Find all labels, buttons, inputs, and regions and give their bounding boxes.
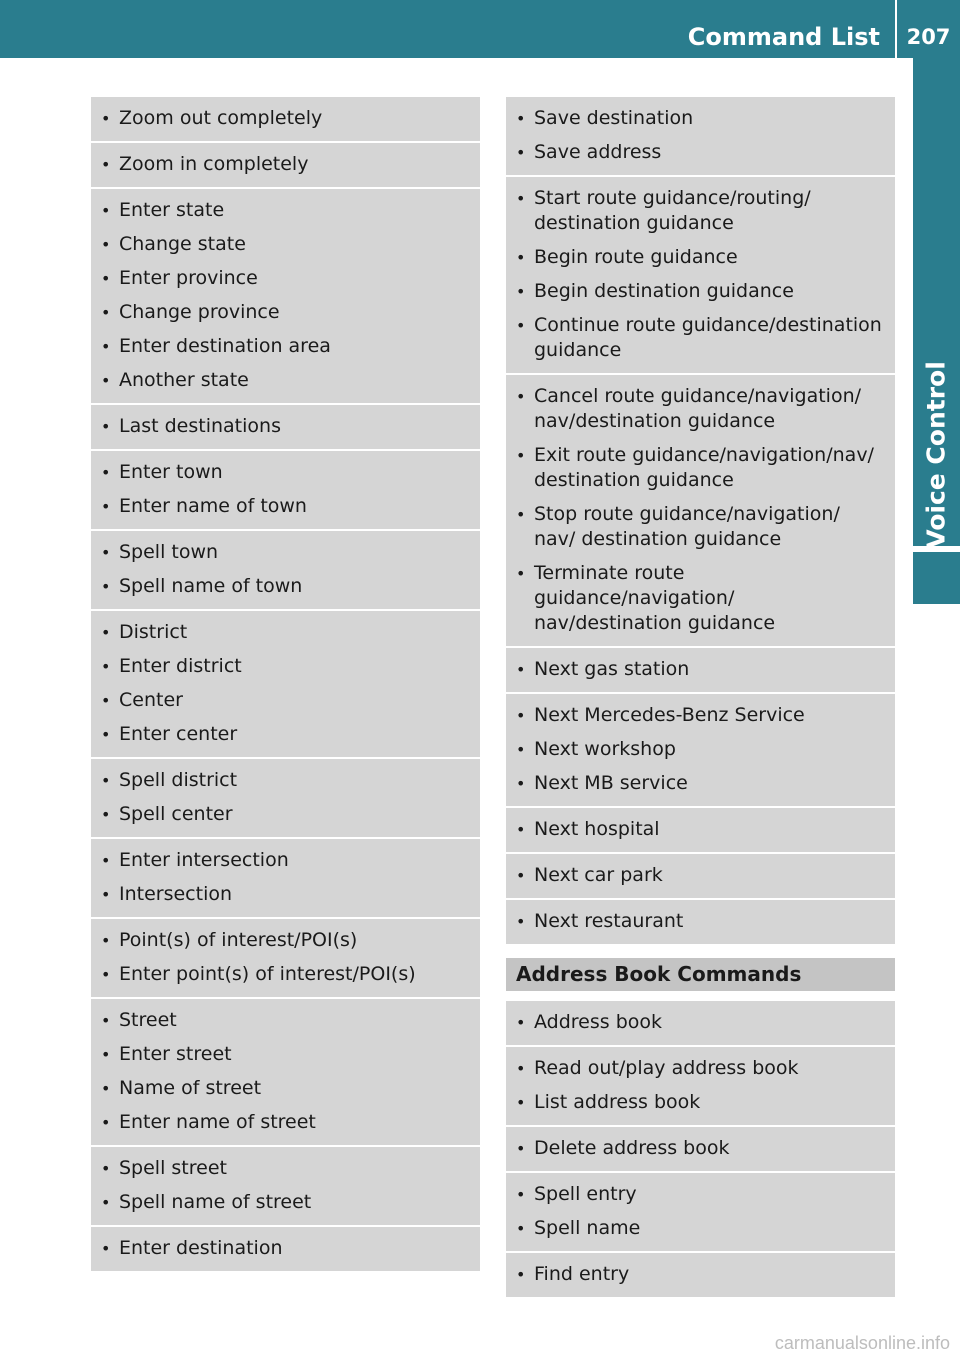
command-group bbox=[91, 611, 480, 759]
address-book-heading: Address Book Commands bbox=[506, 958, 895, 991]
command-item: • Intersection bbox=[101, 882, 470, 907]
command-group bbox=[506, 900, 895, 946]
command-item: • Enter destination area bbox=[101, 334, 470, 359]
command-group bbox=[506, 1253, 895, 1299]
command-item: • Start route guidance/routing/ destination guidance bbox=[516, 186, 885, 236]
command-item: • Last destinations bbox=[101, 414, 470, 439]
command-item: • Enter intersection bbox=[101, 848, 470, 873]
right-command-column bbox=[506, 97, 895, 946]
command-group bbox=[91, 451, 480, 531]
command-item: • Enter name of street bbox=[101, 1110, 470, 1135]
left-command-column bbox=[91, 97, 480, 1273]
command-group bbox=[91, 189, 480, 405]
command-item: • Next gas station bbox=[516, 657, 885, 682]
command-item: • Next car park bbox=[516, 863, 885, 888]
command-item: • Enter point(s) of interest/POI(s) bbox=[101, 962, 470, 987]
command-item: • Continue route guidance/destination guidance bbox=[516, 313, 885, 363]
command-item: • Enter state bbox=[101, 198, 470, 223]
command-item: • Zoom in completely bbox=[101, 152, 470, 177]
command-item: • Terminate route guidance/navigation/ nav/destination guidance bbox=[516, 561, 885, 636]
command-group bbox=[506, 694, 895, 808]
command-item: • Point(s) of interest/POI(s) bbox=[101, 928, 470, 953]
command-item: • Next Mercedes-Benz Service bbox=[516, 703, 885, 728]
command-item: • Change province bbox=[101, 300, 470, 325]
command-item: • Enter street bbox=[101, 1042, 470, 1067]
command-group bbox=[506, 177, 895, 375]
command-item: • Spell name of street bbox=[101, 1190, 470, 1215]
command-item: • Spell name of town bbox=[101, 574, 470, 599]
command-item: • Spell entry bbox=[516, 1182, 885, 1207]
command-group bbox=[91, 759, 480, 839]
command-item: • Next hospital bbox=[516, 817, 885, 842]
command-group bbox=[506, 648, 895, 694]
command-item: • Spell center bbox=[101, 802, 470, 827]
command-item: • Enter destination bbox=[101, 1236, 470, 1261]
command-item: • Save destination bbox=[516, 106, 885, 131]
command-group bbox=[91, 919, 480, 999]
section-title: Command List bbox=[687, 23, 880, 51]
address-book-column bbox=[506, 1001, 895, 1299]
command-item: • Change state bbox=[101, 232, 470, 257]
chapter-tab-marker bbox=[913, 552, 960, 604]
command-group bbox=[506, 375, 895, 648]
command-item: • Spell name bbox=[516, 1216, 885, 1241]
command-item: • Delete address book bbox=[516, 1136, 885, 1161]
command-group bbox=[91, 97, 480, 143]
command-item: • Read out/play address book bbox=[516, 1056, 885, 1081]
chapter-tab-label: Voice Control bbox=[921, 361, 951, 549]
command-item: • Find entry bbox=[516, 1262, 885, 1287]
page-number: 207 bbox=[906, 25, 951, 49]
command-item: • Center bbox=[101, 688, 470, 713]
command-item: • Enter name of town bbox=[101, 494, 470, 519]
command-item: • District bbox=[101, 620, 470, 645]
command-group bbox=[506, 1173, 895, 1253]
command-item: • Enter province bbox=[101, 266, 470, 291]
command-item: • Address book bbox=[516, 1010, 885, 1035]
command-item: • Next workshop bbox=[516, 737, 885, 762]
header-bar bbox=[0, 0, 960, 58]
command-item: • Zoom out completely bbox=[101, 106, 470, 131]
command-item: • Spell street bbox=[101, 1156, 470, 1181]
command-group bbox=[91, 531, 480, 611]
command-item: • Street bbox=[101, 1008, 470, 1033]
command-group bbox=[91, 405, 480, 451]
command-item: • Stop route guidance/navigation/ nav/ destination guidance bbox=[516, 502, 885, 552]
command-group bbox=[506, 1127, 895, 1173]
command-item: • Another state bbox=[101, 368, 470, 393]
command-group bbox=[91, 143, 480, 189]
command-group bbox=[91, 839, 480, 919]
command-item: • Enter district bbox=[101, 654, 470, 679]
command-item: • Next MB service bbox=[516, 771, 885, 796]
command-item: • Begin destination guidance bbox=[516, 279, 885, 304]
command-item: • Spell district bbox=[101, 768, 470, 793]
watermark: carmanualsonline.info bbox=[774, 1333, 950, 1353]
command-item: • Name of street bbox=[101, 1076, 470, 1101]
command-item: • Enter center bbox=[101, 722, 470, 747]
command-group bbox=[91, 1147, 480, 1227]
command-group bbox=[506, 808, 895, 854]
command-group bbox=[506, 854, 895, 900]
command-group bbox=[506, 1001, 895, 1047]
command-item: • Cancel route guidance/navigation/ nav/destination guidance bbox=[516, 384, 885, 434]
command-item: • Begin route guidance bbox=[516, 245, 885, 270]
command-group bbox=[91, 999, 480, 1147]
command-item: • Enter town bbox=[101, 460, 470, 485]
command-item: • List address book bbox=[516, 1090, 885, 1115]
command-group bbox=[91, 1227, 480, 1273]
command-item: • Spell town bbox=[101, 540, 470, 565]
command-group bbox=[506, 97, 895, 177]
command-group bbox=[506, 1047, 895, 1127]
command-item: • Next restaurant bbox=[516, 909, 885, 934]
command-item: • Exit route guidance/navigation/nav/ destination guidance bbox=[516, 443, 885, 493]
command-item: • Save address bbox=[516, 140, 885, 165]
